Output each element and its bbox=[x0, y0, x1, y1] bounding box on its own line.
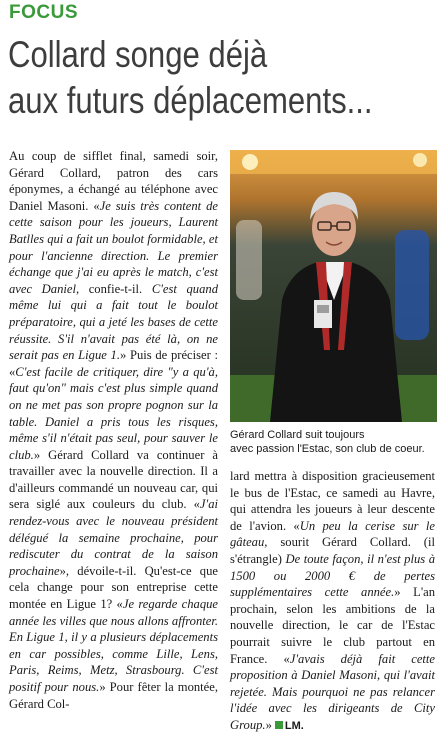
signature-marker-icon bbox=[275, 721, 283, 729]
body-column-right bbox=[230, 468, 435, 735]
section-kicker: FOCUS bbox=[9, 2, 78, 23]
headline-line-1: Collard songe déjà bbox=[8, 34, 268, 75]
headline-line-2: aux futurs déplacements... bbox=[8, 80, 373, 121]
author-signature: LM. bbox=[284, 719, 304, 732]
left-column-run: Au coup de sifflet final, samedi soir, Gérard Collard, patron des cars éponymes, a échangé au téléphone avec Daniel Masoni. « bbox=[9, 149, 218, 213]
left-column-run: » Gérard Collard va continuer à travailler avec la nouvelle direction. Il a d'ailleurs commandé un nouveau car, qui sera siglé aux couleurs du club. « bbox=[9, 447, 218, 512]
right-column-run: , sourit Gérard Collard. (il s'étrangle) bbox=[230, 535, 435, 566]
body-text-right bbox=[230, 468, 435, 735]
right-column-run: Un peu la cerise sur le gâteau bbox=[230, 518, 435, 550]
right-column-run: » bbox=[265, 717, 272, 732]
left-column-run: » Puis de préciser : « bbox=[9, 348, 218, 379]
left-column-run: J'ai rendez-vous avec le nouveau président délégué la semaine prochaine, pour rediscuter du contrat de la saison prochaine bbox=[9, 497, 218, 578]
body-text-right-content bbox=[230, 469, 435, 732]
left-column-run: » Pour fêter la montée, Gérard Col- bbox=[9, 680, 218, 711]
article-photo bbox=[230, 150, 437, 422]
left-column-run: Je regarde chaque année les villes que nous allons affronter. En Ligue 1, il y a plusieurs déplacements en car possibles, comme Lille, Lens, Paris, Reims, Metz, Strasbourg. C'est positif pour nous. bbox=[9, 597, 219, 694]
left-column-run: C'est quand même lui qui a fait tout le boulot préparatoire, qui a jeté les bases de cette réussite. S'il n'avait pas été là, on ne serait pas en Ligue 1. bbox=[9, 281, 218, 363]
left-column-run: C'est facile de critiquer, dire "y a qu'à, faut qu'on" mais c'est plus simple quand on ne met pas son propre pognon sur la table. Daniel a pris tous les risques, même s'il n'était pas seul, pour sauver le club. bbox=[9, 364, 218, 462]
body-text-left bbox=[9, 148, 218, 712]
left-column-run: Je suis très content de cette saison pour les joueurs, Laurent Batlles qui a fait un boulot formidable, et pour l'ancienne direction. Le premier échange que j'ai eu après le match, c'est avec Daniel bbox=[9, 198, 218, 296]
left-column-run: , confie-t-il. bbox=[75, 281, 152, 296]
left-column-run: », dévoile-t-il. Qu'est-ce que cela change pour son entreprise cette montée en Ligue 1? « bbox=[9, 563, 218, 612]
right-column-run: lard mettra à disposition gracieusement le bus de l'Estac, ce samedi au Havre, qui attendra les joueurs à leur descente de l'avion. « bbox=[230, 469, 435, 533]
photo-caption bbox=[230, 428, 437, 456]
body-column-left bbox=[9, 148, 218, 712]
headline bbox=[8, 32, 373, 124]
right-column-run: J'avais déjà fait cette proposition à Daniel Masoni, qui l'avait rejetée. Mais pourquoi ne pas relancer l'idée avec les dirigeants de City Group. bbox=[230, 651, 436, 732]
right-column-run: De toute façon, il n'est plus à 1500 ou 2000 € de pertes supplémentaires cette année. bbox=[230, 551, 435, 600]
caption-line-1: Gérard Collard suit toujours bbox=[230, 429, 365, 441]
right-column-run: » L'an prochain, selon les ambitions de la nouvelle direction, le car de l'Estac pourrait suivre le club partout en France. « bbox=[230, 585, 435, 666]
caption-line-2: avec passion l'Estac, son club de coeur. bbox=[230, 443, 425, 455]
